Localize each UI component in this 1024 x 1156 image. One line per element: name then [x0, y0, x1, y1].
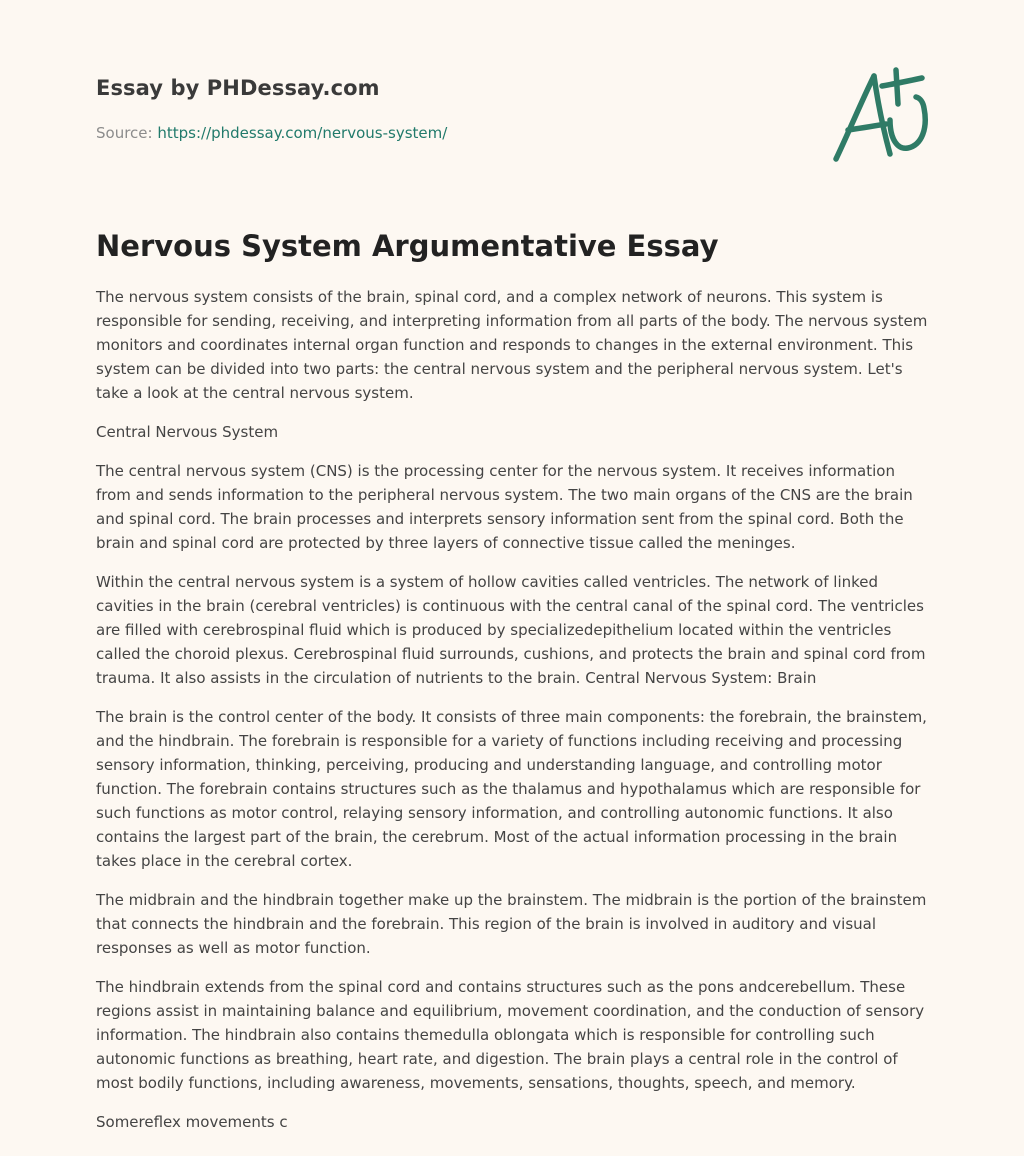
essay-paragraph: The nervous system consists of the brain, spinal cord, and a complex network of neurons. This system is responsible for sending, receiving, and interpreting information from all parts of the body. The nervous system monitors and coordinates internal organ function and responds to changes in the external environment. This system can be divided into two parts: the central nervous system and the peripheral nervous system. Let's take a look at the central nervous system.: [96, 288, 928, 402]
site-title: Essay by PHDessay.com: [96, 76, 380, 100]
page-header: [96, 0, 928, 200]
essay-title: Nervous System Argumentative Essay: [96, 229, 719, 263]
essay-paragraph-truncated: Somereflex movements c: [96, 1113, 288, 1131]
essay-paragraph: The midbrain and the hindbrain together make up the brainstem. The midbrain is the portion of the brainstem that connects the hindbrain and the forebrain. This region of the brain is involved in auditory and visual responses as well as motor function.: [96, 891, 927, 957]
essay-paragraph: The brain is the control center of the body. It consists of three main components: the forebrain, the brainstem, and the hindbrain. The forebrain is responsible for a variety of functions including receiving and processing sensory information, thinking, perceiving, producing and understanding language, and controlling motor function. The forebrain contains structures such as the thalamus and hypothalamus which are responsible for such functions as motor control, relaying sensory information, and controlling autonomic functions. It also contains the largest part of the brain, the cerebrum. Most of the actual information processing in the brain takes place in the cerebral cortex.: [96, 708, 927, 870]
source-line: [96, 124, 447, 142]
essay-paragraph: The central nervous system (CNS) is the processing center for the nervous system. It receives information from and sends information to the peripheral nervous system. The two main organs of the CNS are the brain and spinal cord. The brain processes and interprets sensory information sent from the spinal cord. Both the brain and spinal cord are protected by three layers of connective tissue called the meninges.: [96, 462, 913, 552]
essay-body: [96, 285, 928, 1134]
source-label: Source:: [96, 124, 153, 142]
a-plus-logo-icon: [828, 64, 932, 168]
section-heading: Central Nervous System: [96, 423, 279, 441]
source-link[interactable]: https://phdessay.com/nervous-system/: [157, 124, 448, 142]
essay-paragraph: Within the central nervous system is a system of hollow cavities called ventricles. The network of linked cavities in the brain (cerebral ventricles) is continuous with the central canal of the spinal cord. The ventricles are filled with cerebrospinal fluid which is produced by specializedepithelium located within the ventricles called the choroid plexus. Cerebrospinal fluid surrounds, cushions, and protects the brain and spinal cord from trauma. It also assists in the circulation of nutrients to the brain. Central Nervous System: Brain: [96, 573, 926, 687]
essay-paragraph: The hindbrain extends from the spinal cord and contains structures such as the pons andcerebellum. These regions assist in maintaining balance and equilibrium, movement coordination, and the conduction of sensory information. The hindbrain also contains themedulla oblongata which is responsible for controlling such autonomic functions as breathing, heart rate, and digestion. The brain plays a central role in the control of most bodily functions, including awareness, movements, sensations, thoughts, speech, and memory.: [96, 978, 925, 1092]
